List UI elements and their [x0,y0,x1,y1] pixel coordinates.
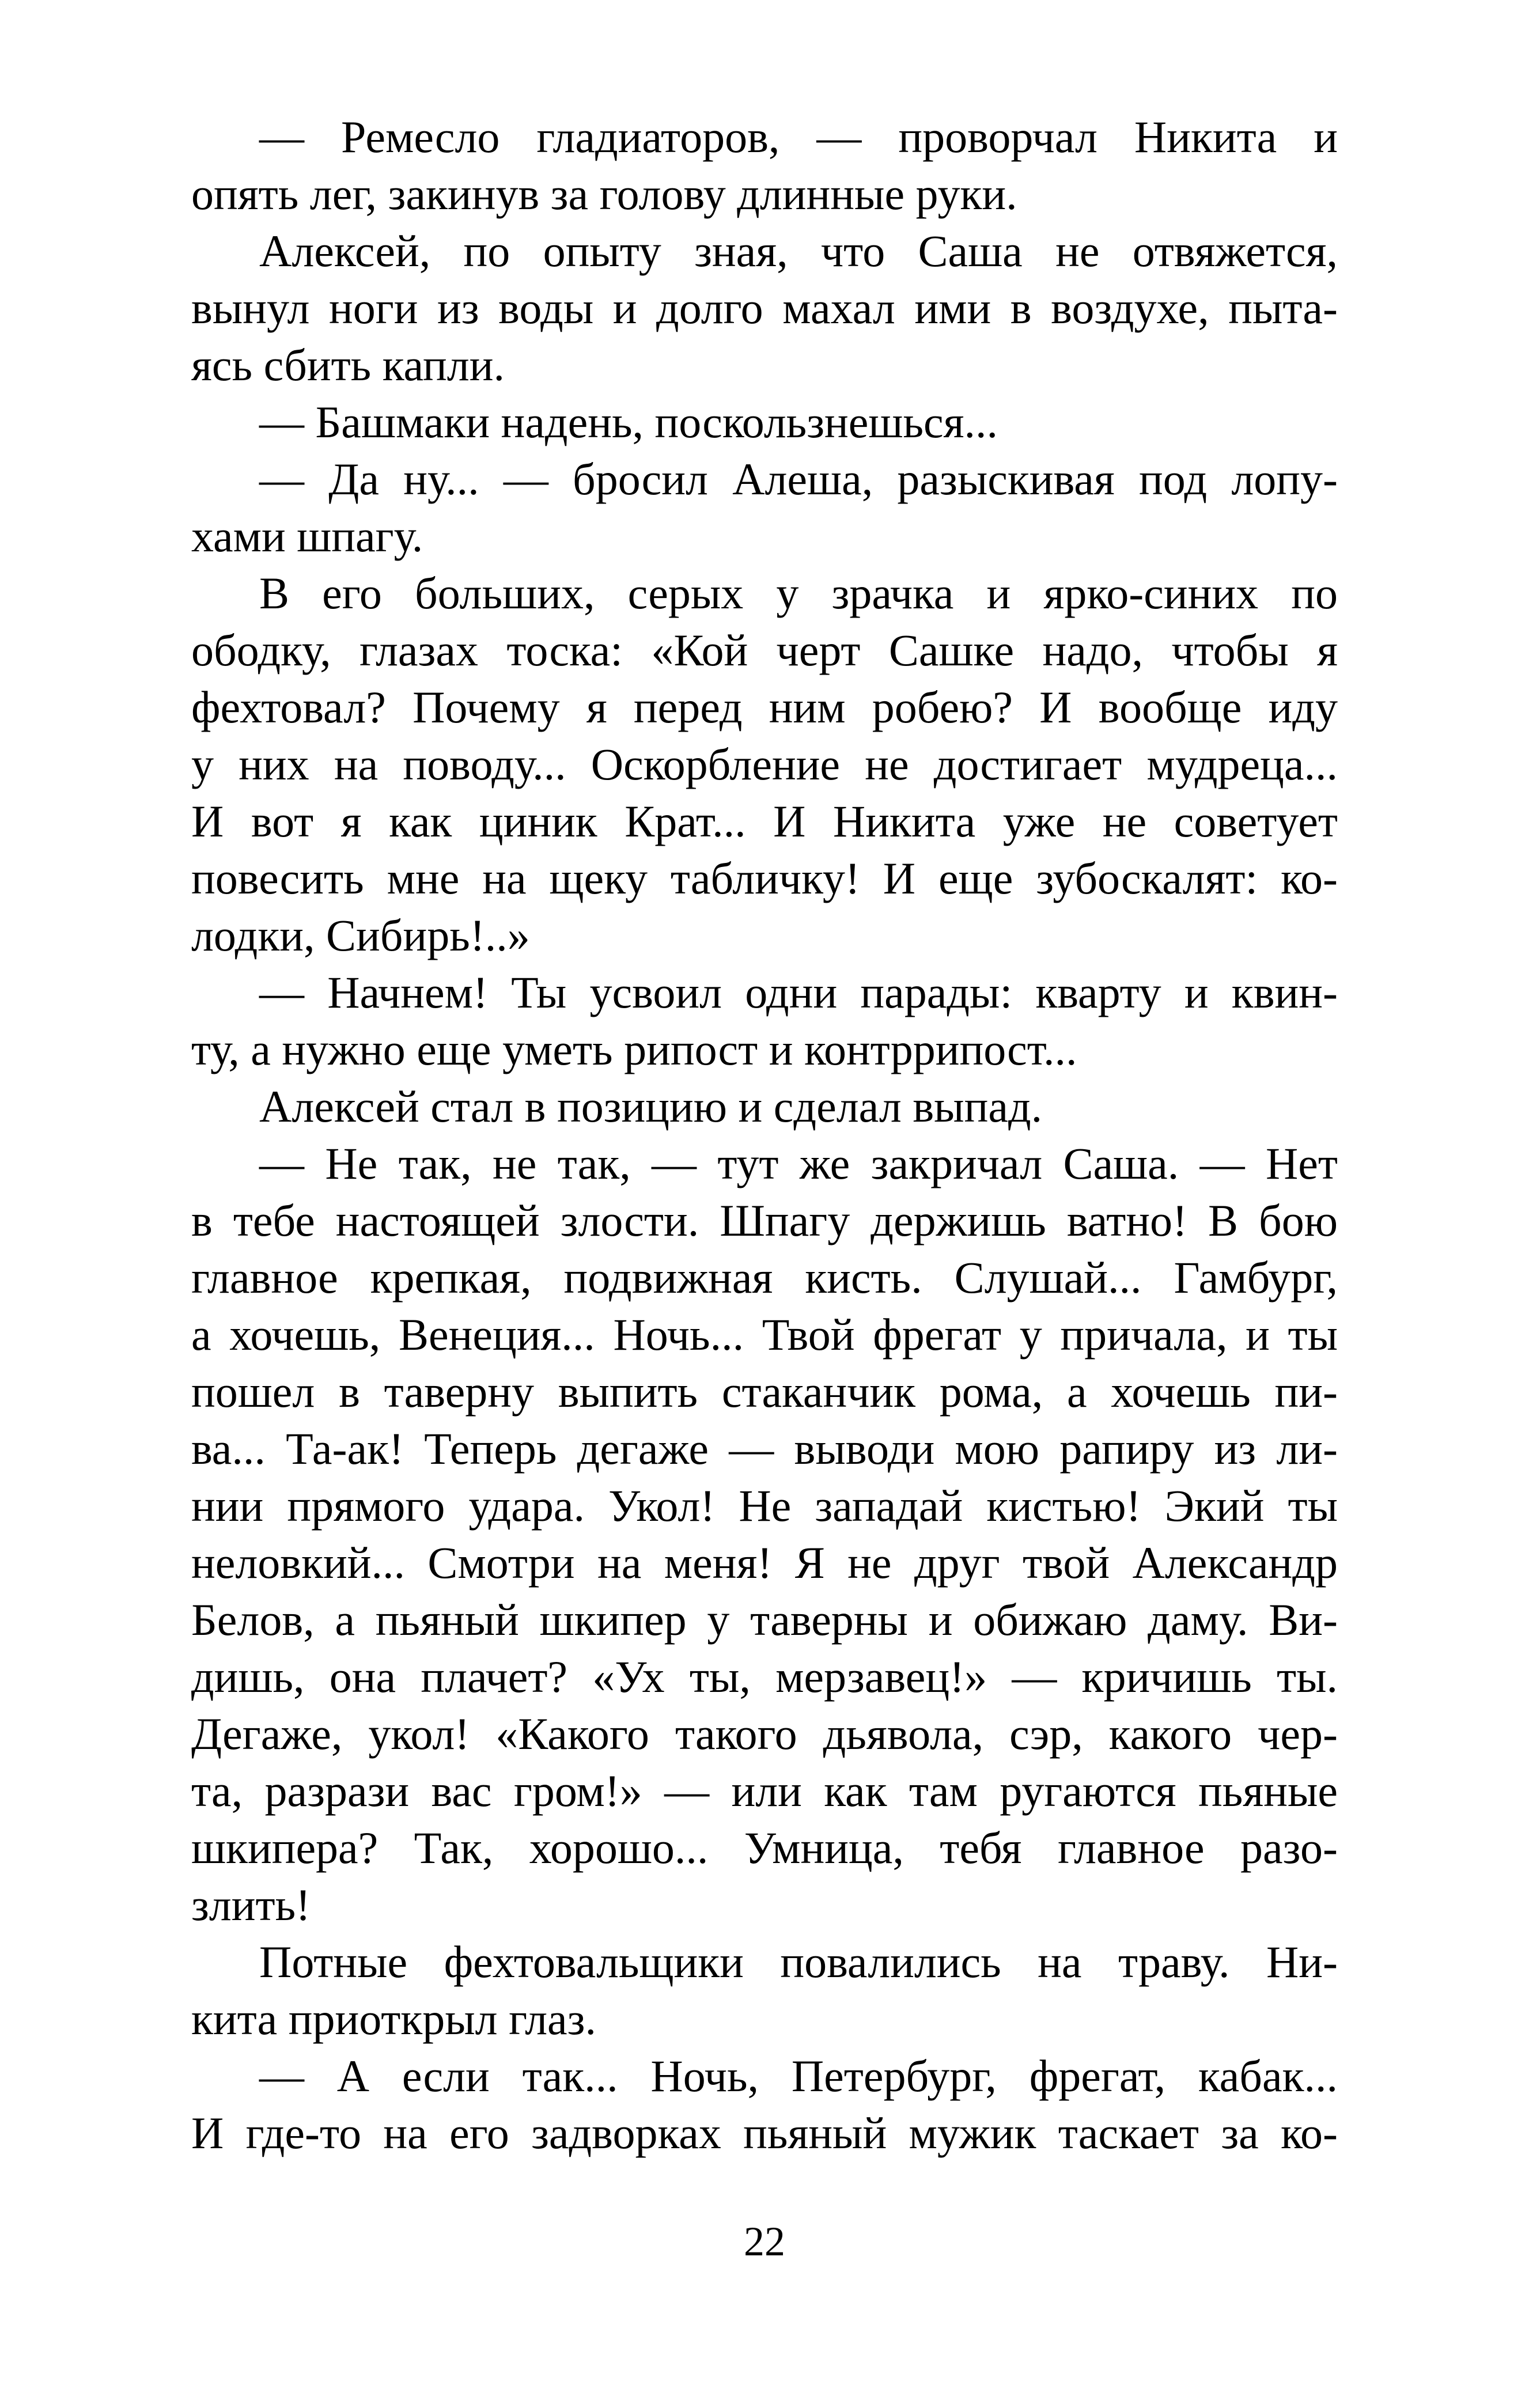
page-text [191,108,1338,2161]
text-line: ва... Та-ак! Теперь дегаже — выводи мою рапиру из ли- [191,1423,1338,1474]
text-line: злить! [191,1880,311,1930]
text-line: Алексей, по опыту зная, что Саша не отвяжется, [259,226,1338,276]
text-line: в тебе настоящей злости. Шпагу держишь ватно! В бою [191,1195,1338,1245]
text-line: у них на поводу... Оскорбление не достигает мудреца... [191,739,1338,789]
text-line: пошел в таверну выпить стаканчик рома, а хочешь пи- [191,1366,1338,1417]
text-line: лодки, Сибирь!..» [191,910,530,960]
text-line: вынул ноги из воды и долго махал ими в воздухе, пыта- [191,283,1338,333]
text-line: В его больших, серых у зрачка и ярко-синих по [259,568,1338,618]
text-line: нии прямого удара. Укол! Не западай кистью! Экий ты [191,1481,1338,1531]
text-line: Алексей стал в позицию и сделал выпад. [259,1081,1043,1131]
text-line: И где-то на его задворках пьяный мужик таскает за ко- [191,2108,1338,2158]
text-line: Дегаже, укол! «Какого такого дьявола, сэр, какого чер- [191,1709,1338,1759]
text-line: хами шпагу. [191,511,423,561]
text-line: главное крепкая, подвижная кисть. Слушай... Гамбург, [191,1252,1338,1303]
text-line: — А если так... Ночь, Петербург, фрегат, кабак... [259,2051,1338,2101]
text-line: — Башмаки надень, поскользнешься... [259,397,998,447]
text-line: ту, а нужно еще уметь рипост и контррипост... [191,1024,1077,1074]
text-line: — Да ну... — бросил Алеша, разыскивая под лопу- [259,454,1338,504]
text-line: Белов, а пьяный шкипер у таверны и обижаю даму. Ви- [191,1595,1338,1645]
text-line: а хочешь, Венеция... Ночь... Твой фрегат у причала, и ты [191,1309,1338,1360]
text-line: та, разрази вас гром!» — или как там ругаются пьяные [191,1766,1338,1816]
text-line: — Начнем! Ты усвоил одни парады: кварту и квин- [259,967,1338,1017]
text-line: Потные фехтовальщики повалились на траву. Ни- [259,1937,1338,1987]
text-line: И вот я как циник Крат... И Никита уже не советует [191,796,1338,846]
text-line: опять лег, закинув за голову длинные руки. [191,169,1017,219]
page-number: 22 [744,2218,785,2265]
text-line: неловкий... Смотри на меня! Я не друг твой Александр [191,1538,1338,1588]
text-line: ободку, глазах тоска: «Кой черт Сашке надо, чтобы я [191,625,1338,675]
text-line: повесить мне на щеку табличку! И еще зубоскалят: ко- [191,853,1338,903]
text-line: шкипера? Так, хорошо... Умница, тебя главное разо- [191,1823,1338,1873]
text-line: кита приоткрыл глаз. [191,1994,596,2044]
text-line: — Ремесло гладиаторов, — проворчал Никита и [259,112,1338,162]
text-line: дишь, она плачет? «Ух ты, мерзавец!» — кричишь ты. [191,1652,1338,1702]
text-line: — Не так, не так, — тут же закричал Саша. — Нет [259,1138,1338,1188]
text-line: ясь сбить капли. [191,340,505,390]
text-line: фехтовал? Почему я перед ним робею? И вообще иду [191,682,1338,732]
